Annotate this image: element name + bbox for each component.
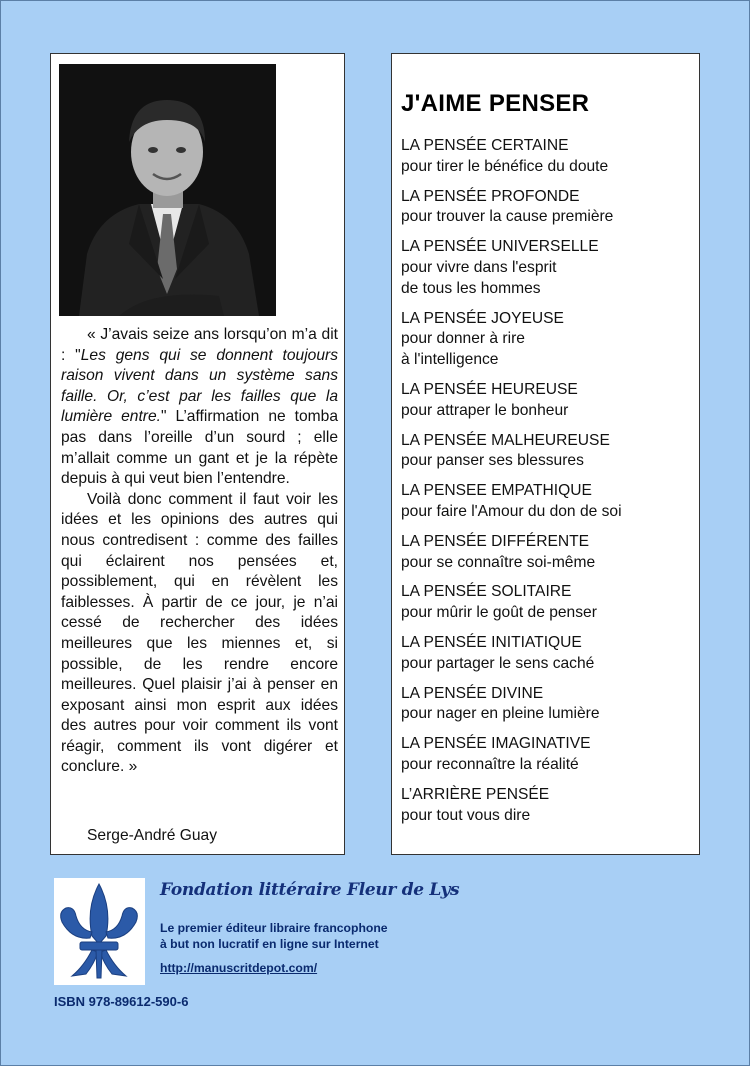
thought-item [401,734,696,776]
thought-line: pour donner à rire [401,330,525,348]
quote-intro: « J’avais seize ans lorsqu’on m’a dit : " [61,326,338,364]
thoughts-panel [391,53,700,855]
thought-item [401,237,696,299]
foundation-tagline [160,921,388,952]
thought-item [401,309,696,371]
thought-heading: LA PENSEE EMPATHIQUE [401,482,592,500]
thought-line: pour tout vous dire [401,806,531,824]
thought-heading: LA PENSÉE HEUREUSE [401,380,578,398]
thought-item [401,431,696,473]
author-panel [50,53,345,855]
thought-line: pour faire l'Amour du don de soi [401,502,622,520]
thought-line: pour reconnaître la réalité [401,755,579,773]
thought-item [401,136,696,178]
quote-paragraph-2: Voilà donc comment il faut voir les idées et les opinions des autres qui nous contredisent : comme des failles qui éclairent nos pensées et, possiblement, qui en révèlent les faiblesses. À partir de ce jour, je n’ai cessé de rechercher des idées meilleures que les miennes et, si possible, de les rendre encore meilleures. Quel plaisir j’ai à penser en exposant ainsi mon esprit aux idées des autres pour voir comment ils vont réagir, comment ils vont digérer et conclure. » [61,490,338,776]
website-link[interactable]: http://manuscritdepot.com/ [160,961,318,975]
thought-heading: LA PENSÉE INITIATIQUE [401,633,582,651]
thought-line: pour panser ses blessures [401,452,584,470]
thought-line: pour tirer le bénéfice du doute [401,157,609,175]
thought-item [401,582,696,624]
thought-heading: LA PENSÉE PROFONDE [401,187,580,205]
thought-heading: LA PENSÉE DIFFÉRENTE [401,532,590,550]
thought-heading: L’ARRIÈRE PENSÉE [401,785,550,803]
thought-heading: LA PENSÉE JOYEUSE [401,309,564,327]
thought-line: pour trouver la cause première [401,208,614,226]
thought-item [401,684,696,726]
thought-line-2: de tous les hommes [401,279,541,297]
quote-paragraph-1 [61,325,338,490]
thought-heading: LA PENSÉE UNIVERSELLE [401,238,599,256]
tagline-line-1: Le premier éditeur libraire francophone [160,921,388,935]
thought-line: pour partager le sens caché [401,654,595,672]
quote-continuation: " L’affirmation ne tomba pas dans l’oreille d’un sourd ; elle m’allait comme un gant et je la répète depuis à qui veut bien l’entendre. [61,408,338,488]
quote-italic: Les gens qui se donnent toujours raison vivent dans un système sans faille. Or, c’est par les failles que la lumière entre. [61,346,338,426]
thought-item [401,532,696,574]
thought-line: pour vivre dans l'esprit [401,258,557,276]
author-photo [59,64,276,316]
thought-item [401,633,696,675]
thought-heading: LA PENSÉE IMAGINATIVE [401,735,591,753]
author-signature: Serge-André Guay [87,827,218,844]
thought-line: pour se connaître soi-même [401,553,596,571]
thought-line: pour nager en pleine lumière [401,705,600,723]
thought-line: pour attraper le bonheur [401,401,569,419]
thought-heading: LA PENSÉE CERTAINE [401,137,569,154]
thoughts-list [401,136,696,835]
thought-item [401,380,696,422]
thought-item [401,481,696,523]
thought-line: pour mûrir le goût de penser [401,604,597,622]
isbn-number: ISBN 978-89612-590-6 [54,994,189,1009]
author-quote [61,325,338,778]
thought-heading: LA PENSÉE SOLITAIRE [401,583,572,601]
thought-heading: LA PENSÉE MALHEUREUSE [401,431,610,449]
thought-heading: LA PENSÉE DIVINE [401,684,544,702]
tagline-line-2: à but non lucratif en ligne sur Internet [160,936,379,951]
fleur-de-lys-icon [54,878,145,985]
thought-item [401,187,696,229]
thought-line-2: à l'intelligence [401,351,499,369]
thought-item [401,785,696,827]
thoughts-title: J'AIME PENSER [401,90,590,117]
foundation-name: Fondation littéraire Fleur de Lys [160,880,460,900]
